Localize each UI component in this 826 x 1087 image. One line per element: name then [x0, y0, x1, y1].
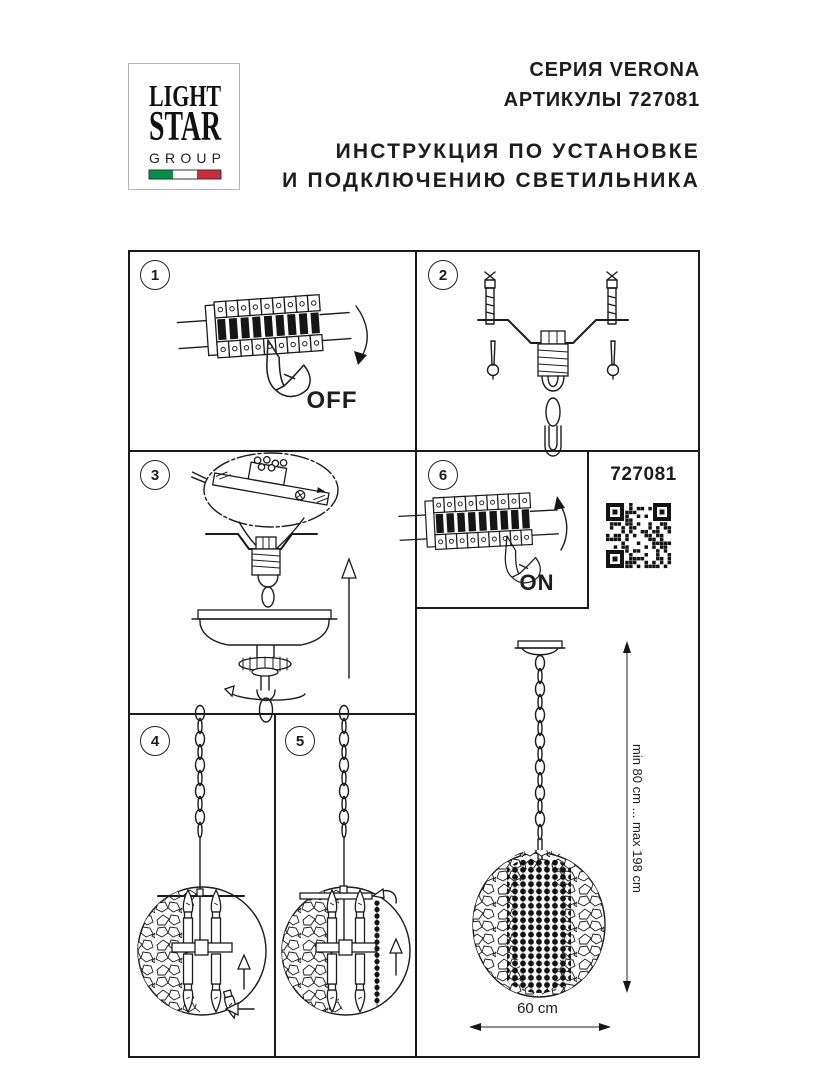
article-number: 727081 — [610, 464, 677, 485]
threaded-stem — [252, 537, 280, 607]
power-on-label: ON — [519, 570, 555, 595]
wall-anchor-icon — [607, 272, 617, 324]
candle-bulb-icon — [211, 890, 221, 948]
step-3-badge: 3 — [140, 460, 170, 490]
hanging-chain — [536, 656, 545, 840]
article-line: АРТИКУЛЫ 727081 — [503, 89, 700, 111]
logo-star: STAR — [149, 104, 222, 150]
series-name: СЕРИЯ VERONA — [529, 59, 700, 81]
insert-up-arrow-icon — [238, 955, 250, 989]
candle-bulb-icon — [327, 954, 337, 1012]
lightstar-logo — [128, 63, 240, 190]
wall-anchor-icon — [485, 272, 495, 324]
push-up-arrow-icon — [342, 559, 356, 678]
candle-bulb-icon — [355, 954, 365, 1012]
strand-up-arrow-icon — [390, 939, 402, 975]
width-dimension-line — [469, 1023, 611, 1031]
screw-icon — [608, 341, 619, 379]
step-3-panel-wiring — [128, 450, 415, 713]
step-1-panel-breaker-off — [128, 250, 415, 450]
ceiling-canopy — [515, 641, 565, 655]
italy-flag-icon — [149, 170, 221, 179]
ceiling-canopy — [192, 610, 337, 658]
hanger-bolt — [538, 331, 568, 391]
candle-bulb-icon — [183, 954, 193, 1012]
screw-icon — [488, 341, 499, 379]
crystal-sphere — [473, 850, 605, 997]
hanging-chain — [340, 706, 349, 838]
height-dimension-label: min 80 cm ... max 198 cm — [630, 743, 645, 893]
chandelier-overview — [415, 607, 700, 1058]
candle-bulb-icon — [183, 890, 193, 948]
header-text — [282, 55, 700, 195]
step-1-badge: 1 — [140, 260, 170, 290]
step-5-panel-bead-strand — [274, 713, 415, 1058]
hanging-chain — [196, 706, 205, 838]
step-5-badge: 5 — [285, 726, 315, 756]
power-off-label: OFF — [306, 387, 358, 414]
candle-bulb-icon — [327, 890, 337, 948]
step-2-badge: 2 — [428, 260, 458, 290]
width-dimension-label: 60 cm — [517, 1000, 558, 1017]
step-4-panel-bulbs — [128, 713, 274, 1058]
turn-off-arrow-icon — [354, 306, 367, 365]
doc-title-line2: И ПОДКЛЮЧЕНИЮ СВЕТИЛЬНИКА — [282, 169, 700, 192]
candle-bulb-icon — [211, 954, 221, 1012]
candle-bulb-icon — [355, 890, 365, 948]
terminal-block-detail — [191, 444, 333, 505]
step-4-badge: 4 — [140, 726, 170, 756]
turn-on-arrow-icon — [554, 496, 567, 550]
doc-title-line1: ИНСТРУКЦИЯ ПО УСТАНОВКЕ — [335, 140, 700, 163]
step-6-badge: 6 — [428, 460, 458, 490]
chain-link — [545, 398, 561, 456]
logo-light: LIGHT — [149, 78, 222, 113]
logo-group: GROUP — [149, 150, 221, 166]
step-2-panel-mounting — [415, 250, 700, 450]
